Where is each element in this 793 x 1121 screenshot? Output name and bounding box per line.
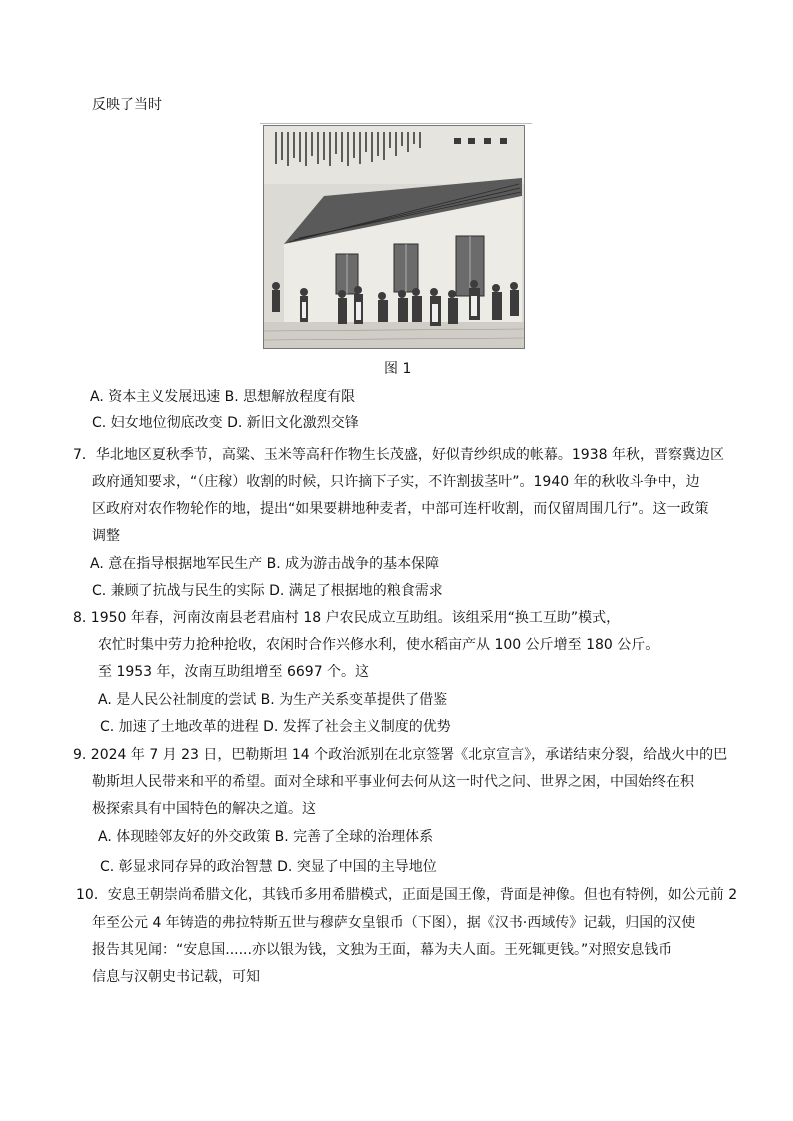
q8-line-1: 8. 1950 年春，河南汝南县老君庙村 18 户农民成立互助组。该组采用“换工互助”模式， [73,610,621,626]
q9-line-3: 极探索具有中国特色的解决之道。这 [92,801,316,817]
q8-line-2: 农忙时集中劳力抢种抢收，农闲时合作兴修水利，使水稻亩产从 100 公斤增至 180 公斤。 [98,637,660,653]
q10-line-4: 信息与汉朝史书记载，可知 [92,969,260,985]
q10-line-1: 10．安息王朝崇尚希腊文化，其钱币多用希腊模式，正面是国王像，背面是神像。但也有特例，如公元前 2 [76,887,738,903]
q6-options-cd: C. 妇女地位彻底改变 D. 新旧文化激烈交锋 [92,415,359,431]
q7-line-2: 政府通知要求，“（庄稼）收割的时候，只许摘下子实，不许割拔茎叶”。1940 年的秋收斗争中，边 [92,474,700,490]
q9-options-cd: C. 彰显求同存异的政治智慧 D. 突显了中国的主导地位 [100,859,437,875]
figure-caption: 图 1 [384,361,412,377]
q7-line-3: 区政府对农作物轮作的地，提出“如果要耕地种麦者，中部可连杆收割，而仅留周围几行”。这一政策 [92,501,709,517]
q7-line-4: 调整 [92,528,120,544]
q6-options-ab: A. 资本主义发展迅速 B. 思想解放程度有限 [90,389,356,405]
q9-line-2: 勒斯坦人民带来和平的希望。面对全球和平事业何去何从这一时代之问、世界之困，中国始终在积 [92,774,694,790]
historical-illustration [263,125,525,349]
figure-top-rule [260,123,532,124]
q8-options-ab: A. 是人民公社制度的尝试 B. 为生产关系变革提供了借鉴 [98,692,448,708]
q7-line-1: 7．华北地区夏秋季节，高粱、玉米等高秆作物生长茂盛，好似青纱织成的帐幕。1938 年秋，晋察冀边区 [73,447,724,463]
q9-options-ab: A. 体现睦邻友好的外交政策 B. 完善了全球的治理体系 [98,829,434,845]
q8-options-cd: C. 加速了土地改革的进程 D. 发挥了社会主义制度的优势 [100,719,451,735]
q10-line-3: 报告其见闻：“安息国......亦以银为钱，文独为王面，幕为夫人面。王死辄更钱。”对照安息钱币 [92,942,673,958]
q10-line-2: 年至公元 4 年铸造的弗拉特斯五世与穆萨女皇银币（下图），据《汉书·西域传》记载，归国的汉使 [92,915,696,931]
q9-line-1: 9. 2024 年 7 月 23 日，巴勒斯坦 14 个政治派别在北京签署《北京宣言》，承诺结束分裂，给战火中的巴 [73,747,728,763]
q8-line-3: 至 1953 年，汝南互助组增至 6697 个。这 [98,664,370,680]
q7-options-cd: C. 兼顾了抗战与民生的实际 D. 满足了根据地的粮食需求 [92,583,443,599]
intro-text: 反映了当时 [92,97,162,113]
q7-options-ab: A. 意在指导根据地军民生产 B. 成为游击战争的基本保障 [90,556,440,572]
